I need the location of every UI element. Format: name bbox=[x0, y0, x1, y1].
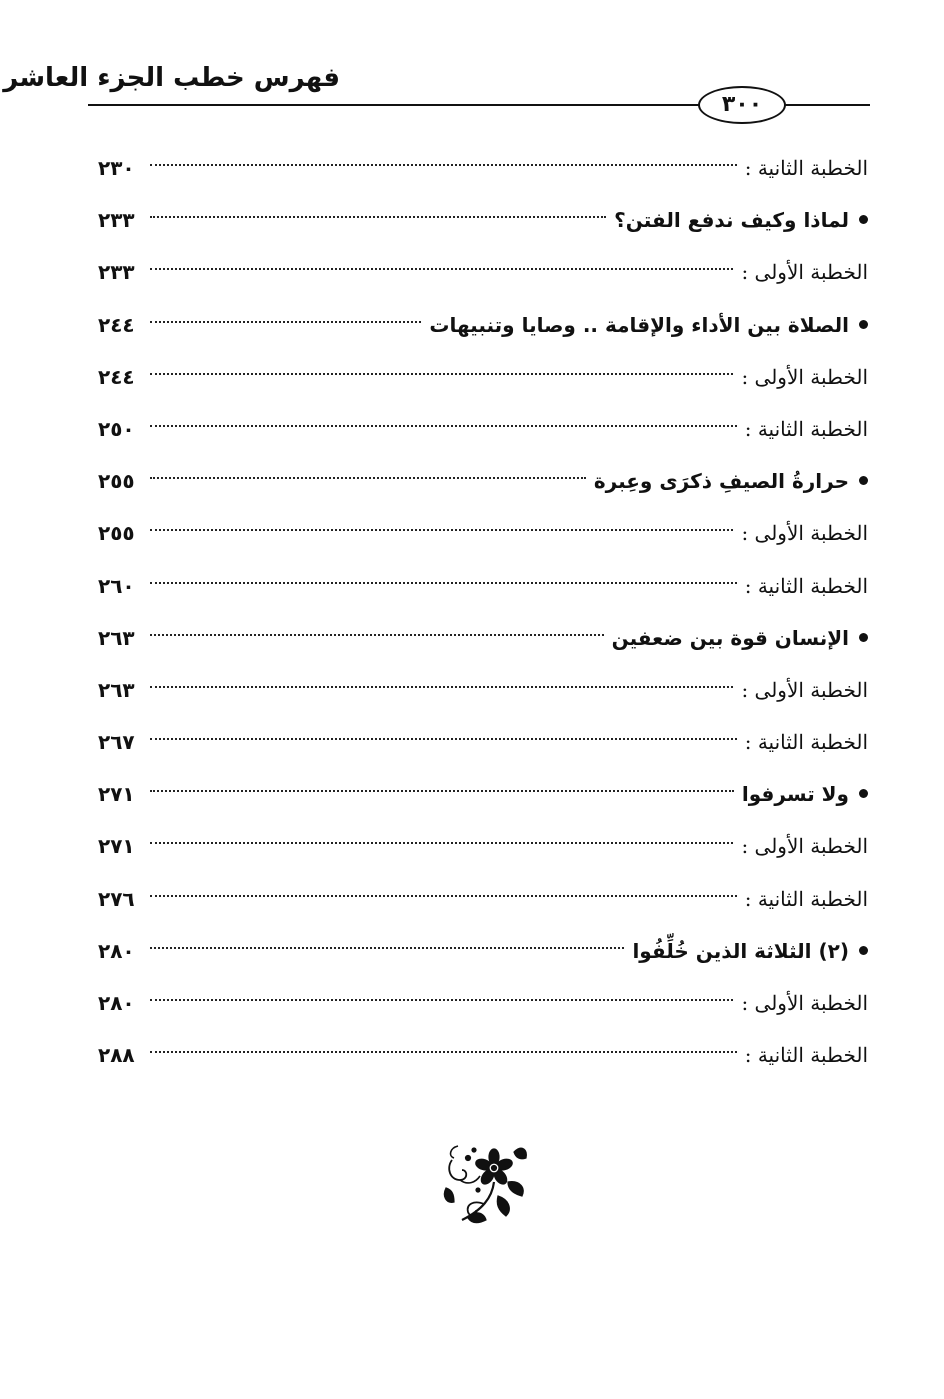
toc-entry-title bbox=[741, 668, 868, 712]
toc-entry-title-text: الخطبة الأولى : bbox=[741, 991, 868, 1015]
toc-entry-main[interactable] bbox=[98, 303, 868, 355]
toc-entry-title bbox=[594, 459, 868, 503]
toc-entry-sub[interactable] bbox=[98, 407, 868, 459]
toc-entry-page-number: ٢٧٦ bbox=[98, 886, 135, 911]
toc-entry-title bbox=[741, 250, 868, 294]
toc-entry-sub[interactable] bbox=[98, 720, 868, 772]
toc-entry-sub[interactable] bbox=[98, 511, 868, 563]
toc-entry-title-text: الخطبة الثانية : bbox=[744, 416, 868, 441]
toc-leader-dots bbox=[150, 268, 733, 270]
toc-entry-page-number: ٢٥٥ bbox=[98, 521, 135, 546]
toc-entry-main[interactable] bbox=[98, 772, 868, 824]
toc-leader-dots bbox=[150, 790, 734, 792]
toc-entry-title bbox=[745, 877, 868, 921]
toc-entry-title-text: ولا تسرفوا bbox=[741, 782, 849, 807]
toc-leader-dots bbox=[150, 529, 733, 531]
toc-leader-dots bbox=[150, 582, 737, 584]
toc-leader-dots bbox=[150, 738, 737, 740]
toc-entry-sub[interactable] bbox=[98, 564, 868, 616]
toc-leader-dots bbox=[150, 425, 737, 427]
toc-entry-sub[interactable] bbox=[98, 877, 868, 929]
page-number-badge: ٣٠٠ bbox=[698, 86, 786, 124]
toc-entry-page-number: ٢٨٨ bbox=[98, 1043, 135, 1068]
toc-entry-page-number: ٢٣٣ bbox=[98, 260, 135, 285]
toc-entry-title-text: (٢) الثلاثة الذين خُلِّفُوا bbox=[632, 938, 849, 963]
toc-entry-title bbox=[741, 511, 868, 555]
toc-entry-main[interactable] bbox=[98, 459, 868, 511]
toc-entry-page-number: ٢٥٥ bbox=[98, 469, 135, 494]
toc-entry-title bbox=[745, 720, 868, 764]
toc-entry-title bbox=[742, 772, 868, 816]
toc-entry-page-number: ٢٣٣ bbox=[98, 208, 135, 233]
toc-entry-page-number: ٢٦٣ bbox=[98, 625, 135, 650]
toc-entry-title bbox=[745, 146, 868, 190]
toc-entry-page-number: ٢٦٣ bbox=[98, 677, 135, 702]
toc-entry-page-number: ٢٤٤ bbox=[98, 364, 135, 389]
toc-entry-title-text: الخطبة الثانية : bbox=[744, 156, 868, 180]
toc-leader-dots bbox=[150, 686, 733, 688]
bullet-icon bbox=[859, 946, 868, 955]
toc-entry-title-text: الإنسان قوة بين ضعفين bbox=[611, 625, 849, 650]
toc-entry-title bbox=[745, 407, 868, 451]
table-of-contents bbox=[98, 146, 868, 1085]
toc-entry-title-text: الخطبة الأولى : bbox=[741, 834, 868, 859]
toc-entry-page-number: ٢٦٧ bbox=[98, 730, 135, 755]
toc-entry-sub[interactable] bbox=[98, 981, 868, 1033]
bullet-icon bbox=[859, 476, 868, 485]
bullet-icon bbox=[859, 215, 868, 224]
toc-entry-page-number: ٢٥٠ bbox=[98, 416, 135, 441]
toc-entry-title-text: الصلاة بين الأداء والإقامة .. وصايا وتنبيهات bbox=[429, 312, 849, 337]
toc-entry-sub[interactable] bbox=[98, 250, 868, 302]
toc-entry-title-text: لماذا وكيف ندفع الفتن؟ bbox=[614, 208, 849, 233]
toc-entry-main[interactable] bbox=[98, 616, 868, 668]
toc-leader-dots bbox=[150, 999, 733, 1001]
toc-entry-title-text: الخطبة الأولى : bbox=[741, 260, 868, 285]
toc-entry-page-number: ٢٧١ bbox=[98, 782, 135, 807]
toc-entry-main[interactable] bbox=[98, 198, 868, 250]
toc-entry-title bbox=[632, 929, 868, 973]
toc-entry-sub[interactable] bbox=[98, 146, 868, 198]
toc-leader-dots bbox=[150, 216, 606, 218]
toc-leader-dots bbox=[150, 321, 421, 323]
toc-entry-title-text: الخطبة الثانية : bbox=[744, 1043, 868, 1068]
toc-entry-title-text: الخطبة الثانية : bbox=[744, 573, 868, 598]
toc-entry-title bbox=[741, 355, 868, 399]
toc-entry-title-text: الخطبة الثانية : bbox=[744, 886, 868, 911]
toc-entry-title bbox=[612, 616, 868, 660]
toc-entry-title bbox=[429, 303, 868, 347]
toc-leader-dots bbox=[150, 477, 586, 479]
running-header-title: فهرس خطب الجزء العاشر bbox=[3, 63, 340, 93]
toc-entry-title bbox=[745, 1033, 868, 1077]
toc-leader-dots bbox=[150, 373, 733, 375]
toc-entry-sub[interactable] bbox=[98, 668, 868, 720]
toc-leader-dots bbox=[150, 634, 604, 636]
toc-entry-page-number: ٢٤٤ bbox=[98, 312, 135, 337]
toc-entry-page-number: ٢٧١ bbox=[98, 834, 135, 859]
toc-entry-title bbox=[614, 198, 868, 242]
toc-entry-title bbox=[741, 981, 868, 1025]
floral-ornament-icon bbox=[438, 1138, 530, 1228]
toc-leader-dots bbox=[150, 1051, 737, 1053]
toc-entry-title-text: الخطبة الأولى : bbox=[741, 364, 868, 389]
toc-entry-title bbox=[741, 824, 868, 868]
toc-entry-title bbox=[745, 564, 868, 608]
toc-entry-title-text: الخطبة الأولى : bbox=[741, 521, 868, 546]
toc-entry-page-number: ٢٨٠ bbox=[98, 991, 135, 1015]
toc-entry-sub[interactable] bbox=[98, 824, 868, 876]
toc-entry-page-number: ٢٣٠ bbox=[98, 156, 135, 180]
toc-entry-sub[interactable] bbox=[98, 355, 868, 407]
toc-entry-title-text: الخطبة الأولى : bbox=[741, 677, 868, 702]
toc-entry-main[interactable] bbox=[98, 929, 868, 981]
toc-entry-page-number: ٢٦٠ bbox=[98, 573, 135, 598]
bullet-icon bbox=[859, 789, 868, 798]
toc-entry-sub[interactable] bbox=[98, 1033, 868, 1085]
toc-entry-title-text: حرارةُ الصيفِ ذكرَى وعِبرة bbox=[593, 469, 849, 494]
bullet-icon bbox=[859, 633, 868, 642]
bullet-icon bbox=[859, 320, 868, 329]
toc-leader-dots bbox=[150, 947, 624, 949]
toc-leader-dots bbox=[150, 164, 737, 166]
toc-entry-page-number: ٢٨٠ bbox=[98, 938, 135, 963]
toc-leader-dots bbox=[150, 842, 733, 844]
toc-entry-title-text: الخطبة الثانية : bbox=[744, 730, 868, 755]
toc-leader-dots bbox=[150, 895, 737, 897]
